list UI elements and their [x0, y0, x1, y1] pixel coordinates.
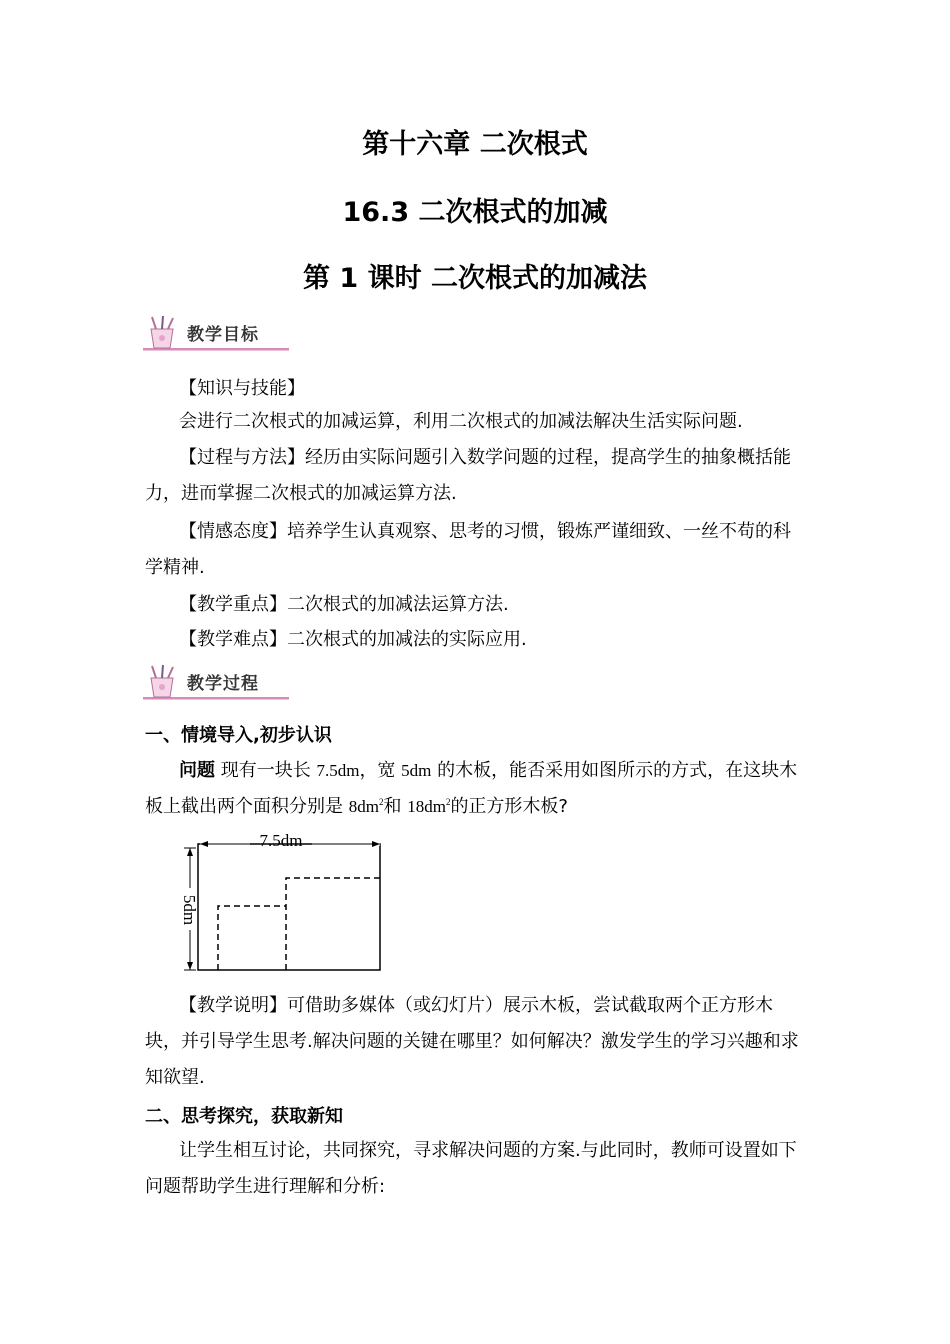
section2-heading: 二、思考探究，获取新知: [145, 1106, 343, 1127]
area2-value: $18dm^2$: [407, 797, 451, 816]
knowledge-text: 会进行二次根式的加减运算，利用二次根式的加减法解决生活实际问题.: [179, 411, 743, 432]
width-label: 5dm: [180, 894, 199, 926]
emotion-tag: 【情感态度】: [179, 521, 287, 542]
key-tag: 【教学重点】: [179, 594, 287, 615]
process-tag: 【过程与方法】: [179, 447, 305, 468]
knowledge-tag: 【知识与技能】: [179, 378, 305, 399]
board-outline: [198, 844, 380, 970]
difficulty-point: [145, 622, 807, 658]
note-text: 可借助多媒体（或幻灯片）展示木板，尝试截取两个正方形木块，并引导学生思考.解决问题的关键在哪里？如何解决？激发学生的学习兴趣和求知欲望.: [145, 995, 799, 1088]
key-text: 二次根式的加减法运算方法.: [287, 594, 509, 615]
chapter-title: 第十六章 二次根式: [362, 129, 588, 160]
process-goal: [145, 440, 807, 512]
teaching-note: [145, 988, 807, 1096]
difficulty-tag: 【教学难点】: [179, 629, 287, 650]
problem-text: 和: [383, 796, 408, 817]
large-square-cut: [286, 878, 380, 970]
difficulty-text: 二次根式的加减法的实际应用.: [287, 629, 527, 650]
problem-text: ，宽: [359, 760, 402, 781]
teaching-goals-badge: [143, 315, 289, 351]
note-tag: 【教学说明】: [179, 995, 287, 1016]
problem-text: 的木板，能否采用如图所示的方式，在这块木板上截出两个面积分别是: [145, 760, 798, 817]
width-value: 5dm: [401, 761, 432, 780]
teaching-process-badge: [143, 664, 289, 700]
lesson-title: 第 1 课时 二次根式的加减法: [303, 263, 647, 294]
problem-text: 现有一块长: [215, 760, 317, 781]
section2-text: 让学生相互讨论，共同探究，寻求解决问题的方案.与此同时，教师可设置如下问题帮助学生进行理解和分析:: [145, 1140, 797, 1197]
problem-paragraph: [145, 753, 807, 825]
small-square-cut: [218, 906, 286, 970]
process-text: 经历由实际问题引入数学问题的过程，提高学生的抽象概括能力，进而掌握二次根式的加减运算方法.: [145, 447, 791, 504]
emotion-goal: [145, 514, 807, 586]
area1-value: $8dm^2$: [348, 797, 384, 816]
board-figure: [170, 826, 390, 976]
section1-heading: 一、情境导入,初步认识: [145, 725, 332, 746]
emotion-text: 培养学生认真观察、思考的习惯，锻炼严谨细致、一丝不苟的科学精神.: [145, 521, 791, 578]
problem-text: 的正方形木板?: [450, 796, 568, 817]
problem-label: 问题: [179, 760, 215, 781]
section-title: 16.3 二次根式的加减: [342, 197, 608, 228]
key-point: [145, 587, 807, 623]
length-label: 7.5dm: [259, 831, 303, 850]
badge-label: 教学目标: [187, 325, 259, 345]
length-value: 7.5dm: [316, 761, 360, 780]
badge-label: 教学过程: [187, 674, 259, 694]
